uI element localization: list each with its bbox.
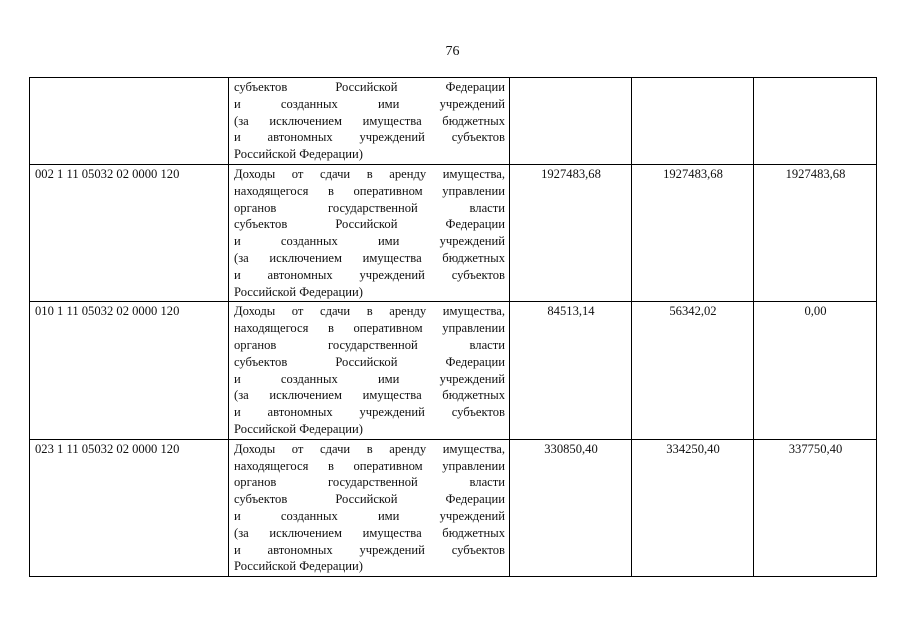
revenue-name-line: (за исключением имущества бюджетных: [234, 250, 505, 265]
revenue-name-line: и созданных ими учреждений: [234, 371, 505, 386]
amount-year-3-cell: 0,00: [754, 302, 877, 439]
table-body: [30, 78, 877, 577]
revenue-name-line: Российской Федерации): [234, 284, 363, 299]
revenue-name-line: находящегося в оперативном управлении: [234, 321, 505, 336]
revenue-name-cell: [229, 302, 510, 439]
amount-year-2-cell: 1927483,68: [632, 164, 754, 301]
table-row: [30, 164, 877, 301]
revenue-name-line: субъектов Российской Федерации: [234, 80, 505, 94]
revenue-name-line: и автономных учреждений субъектов: [234, 542, 505, 557]
revenue-name-line: субъектов Российской Федерации: [234, 217, 505, 232]
revenue-name-cell: [229, 164, 510, 301]
revenue-name-line: Доходы от сдачи в аренду имущества,: [234, 304, 505, 319]
revenue-name-line: Российской Федерации): [234, 559, 363, 574]
revenue-name-line: органов государственной власти: [234, 337, 505, 352]
revenue-name-line: и автономных учреждений субъектов: [234, 130, 505, 145]
revenue-name-line: находящегося в оперативном управлении: [234, 458, 505, 473]
revenue-name-line: и созданных ими учреждений: [234, 508, 505, 523]
revenue-name-line: (за исключением имущества бюджетных: [234, 525, 505, 540]
revenue-name-line: Доходы от сдачи в аренду имущества,: [234, 441, 505, 456]
revenue-name-cell: [229, 439, 510, 576]
revenue-name-line: и автономных учреждений субъектов: [234, 267, 505, 282]
revenue-name-line: и созданных ими учреждений: [234, 96, 505, 111]
revenue-name-line: и автономных учреждений субъектов: [234, 405, 505, 420]
amount-year-2-cell: 56342,02: [632, 302, 754, 439]
amount-year-1-cell: 1927483,68: [510, 164, 632, 301]
page-number: 76: [445, 44, 460, 59]
amount-year-1-cell: 84513,14: [510, 302, 632, 439]
amount-year-3-cell: 1927483,68: [754, 164, 877, 301]
revenue-name-line: органов государственной власти: [234, 200, 505, 215]
budget-revenue-table: [29, 77, 877, 577]
budget-code-cell: 023 1 11 05032 02 0000 120: [30, 439, 229, 576]
revenue-name-line: и созданных ими учреждений: [234, 234, 505, 249]
table-row: [30, 78, 877, 165]
revenue-name-line: субъектов Российской Федерации: [234, 354, 505, 369]
amount-year-2-cell: [632, 78, 754, 165]
table-row: [30, 439, 877, 576]
budget-code-cell: 002 1 11 05032 02 0000 120: [30, 164, 229, 301]
amount-year-1-cell: 330850,40: [510, 439, 632, 576]
revenue-name-line: (за исключением имущества бюджетных: [234, 388, 505, 403]
revenue-name-line: субъектов Российской Федерации: [234, 492, 505, 507]
amount-year-1-cell: [510, 78, 632, 165]
revenue-name-line: Российской Федерации): [234, 421, 363, 436]
amount-year-3-cell: [754, 78, 877, 165]
revenue-name-cell: [229, 78, 510, 165]
revenue-name-line: органов государственной власти: [234, 475, 505, 490]
revenue-name-line: Российской Федерации): [234, 147, 363, 162]
revenue-name-line: Доходы от сдачи в аренду имущества,: [234, 166, 505, 181]
revenue-name-line: находящегося в оперативном управлении: [234, 183, 505, 198]
table-row: [30, 302, 877, 439]
amount-year-2-cell: 334250,40: [632, 439, 754, 576]
budget-code-cell: [30, 78, 229, 165]
revenue-name-line: (за исключением имущества бюджетных: [234, 113, 505, 128]
budget-code-cell: 010 1 11 05032 02 0000 120: [30, 302, 229, 439]
amount-year-3-cell: 337750,40: [754, 439, 877, 576]
